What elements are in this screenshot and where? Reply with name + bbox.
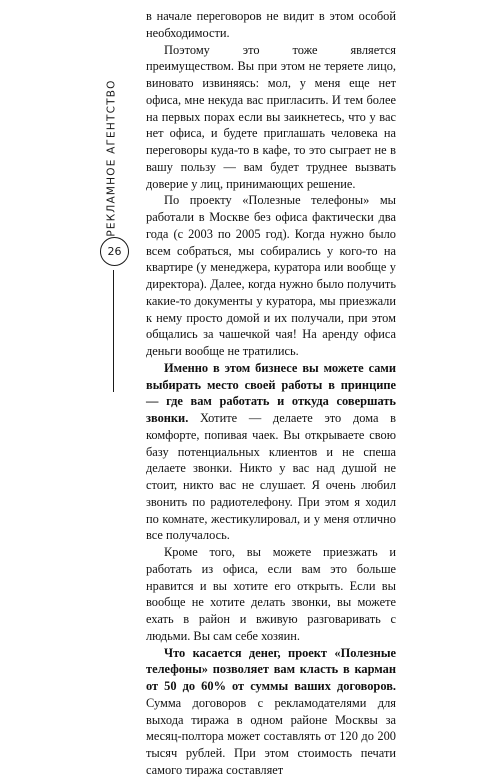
paragraph-3-text: По проекту «Полезные телефоны» мы работали в Москве без офиса фактически два года (с 2003 по 2005 год). Когда нужно было всем собраться, мы собирались у кого-то на квартире (у менеджера, куратора или вообще у директора). Далее, когда нужно было получить какие-то документы у куратора, мы приезжали к нему просто домой и их получали, при этом общались за чашечкой чая! На аренду офиса деньги вообще не тратились.: [146, 193, 396, 358]
paragraph-1-text: в начале переговоров не видит в этом особой необходимости.: [146, 9, 396, 40]
paragraph-4-text: Хотите — делаете это дома в комфорте, попивая чаек. Вы открываете свою базу потенциальных клиентов и не спеша делаете звонки. Никто у вас над душой не стоит, никто вас не слушает. Я очень любил звонить по радиотелефону. При этом я ходил по комнате, жестикулировал, и у меня отлично все получалось.: [146, 411, 396, 543]
running-head: [94, 79, 130, 237]
paragraph-6-text: Сумма договоров с рекламодателями для выхода тиража в одном районе Москвы за месяц-полтора может составлять от 120 до 200 тысяч рублей. При этом стоимость печати самого тиража составляет: [146, 695, 396, 777]
paragraph-6-bold: Что касается денег, проект «Полезные телефоны» позволяет вам класть в карман от 50 до 60% от суммы ваших договоров.: [146, 645, 396, 693]
page-number: 26: [100, 237, 129, 266]
paragraph-2-text: Поэтому это тоже является преимуществом. Вы при этом не теряете лицо, виновато извиняясь: мол, у меня еще нет офиса, мне некуда вас пригласить. И тем более на первых порах если вы заикнетесь, что у вас нет офиса, и будете приглашать человека на переговоры куда-то в кафе, то это сыграет не в вашу пользу — вам будет труднее вызвать доверие у лиц, принимающих решение.: [146, 42, 396, 191]
paragraph-2: [146, 42, 396, 193]
paragraph-1: [146, 8, 396, 42]
paragraph-3: [146, 192, 396, 360]
body-text: [146, 8, 396, 779]
paragraph-6: [146, 645, 396, 779]
margin-rule-lower: [113, 270, 114, 392]
paragraph-4-bold: Именно в этом бизнесе вы можете сами выбирать место своей работы в принципе — где вам работать и откуда совершать звонки.: [146, 360, 396, 425]
paragraph-4: [146, 360, 396, 544]
running-head-text: РЕКЛАМНОЕ АГЕНТСТВО: [106, 76, 118, 239]
page-margin: [94, 79, 130, 392]
paragraph-5-text: Кроме того, вы можете приезжать и работать из офиса, если вам это больше нравится и вы хотите его открыть. Если вы вообще не хотите делать звонки, вы можете ехать в район и вживую разговаривать с людьми. Вы сам себе хозяин.: [146, 545, 396, 643]
paragraph-5: [146, 544, 396, 645]
